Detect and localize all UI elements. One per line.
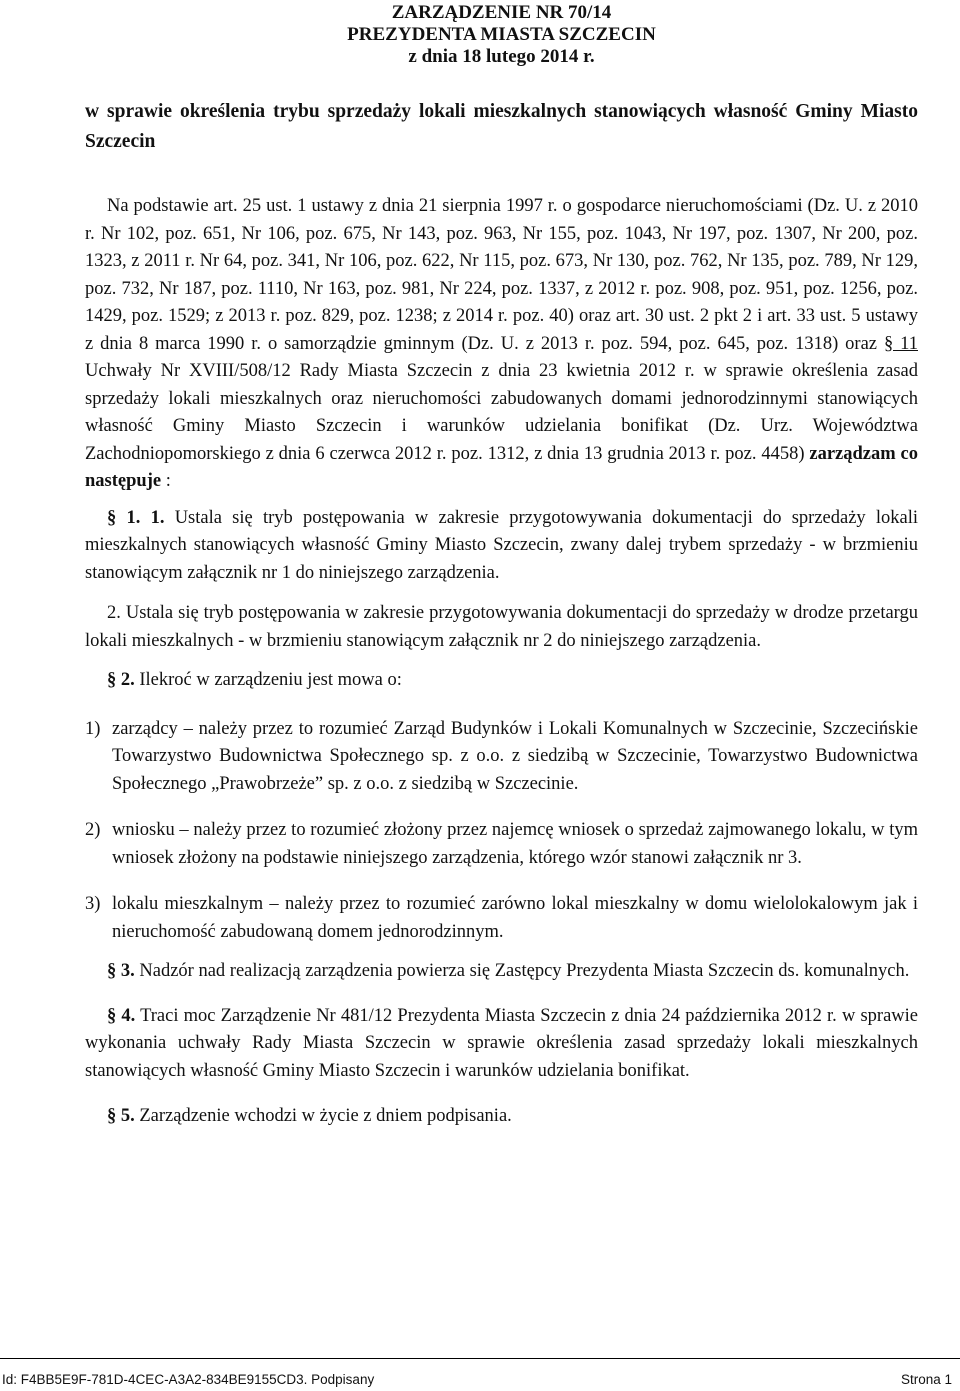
section-5-text: Zarządzenie wchodzi w życie z dniem podpisania. (134, 1106, 512, 1126)
section-4-text: Traci moc Zarządzenie Nr 481/12 Prezydenta Miasta Szczecin z dnia 24 października 2012 r. w sprawie wykonania uchwały Rady Miasta Szczecin w sprawie określenia zasad sprzedaży lokali mieszkalnych stanowiących własność Gminy Miasto Szczecin i warunków udzielania bonifikat. (85, 1005, 919, 1081)
section-1-paragraph-2: 2. Ustala się tryb postępowania w zakresie przygotowywania dokumentacji do sprzedaży w drodze przetargu lokali mieszkalnych - w brzmieniu stanowiącym załącznik nr 2 do niniejszego zarządzenia. (85, 603, 918, 651)
list-item (85, 891, 918, 946)
section-5-mark: § 5. (107, 1106, 135, 1126)
section-4 (85, 1003, 918, 1086)
section-1-paragraph-1 (85, 505, 918, 588)
section-2 (85, 667, 918, 695)
list-item-text: zarządcy – należy przez to rozumieć Zarząd Budynków i Lokali Komunalnych w Szczecinie, Szczecińskie Towarzystwo Budownictwa Społecznego sp. z o.o. z siedzibą w Szczecinie, Towarzystwo Budownictwa Społecznego „Prawobrzeże” sp. z o.o. z siedzibą w Szczecinie. (112, 718, 918, 794)
ordinance-subject: w sprawie określenia trybu sprzedaży lokali mieszkalnych stanowiących własność Gminy Miasto Szczecin (85, 101, 918, 152)
issuer: PREZYDENTA MIASTA SZCZECIN (347, 24, 656, 45)
section-2-mark: § 2. (107, 670, 135, 690)
list-item-number: 2) (85, 820, 101, 840)
list-item-number: 3) (85, 894, 101, 914)
section-3-text: Nadzór nad realizacją zarządzenia powierza się Zastępcy Prezydenta Miasta Szczecin ds. komunalnych. (134, 961, 910, 981)
section-2-text: Ilekroć w zarządzeniu jest mowa o: (134, 670, 402, 690)
list-item (85, 817, 918, 872)
section-3-mark: § 3. (107, 961, 135, 981)
list-item-number: 1) (85, 718, 101, 739)
list-item-text: wniosku – należy przez to rozumieć złożony przez najemcę wniosek o sprzedaż zajmowanego lokalu, w tym wniosek złożony na podstawie niniejszego zarządzenia, którego wzór stanowi załącznik nr 3. (112, 820, 918, 868)
legal-basis-text: Na podstawie art. 25 ust. 1 ustawy z dnia 21 sierpnia 1997 r. o gospodarce nieruchomościami (Dz. U. z 2010 r. Nr 102, poz. 651, Nr 106, poz. 675, Nr 143, poz. 963, Nr 155, poz. 1043, Nr 197, poz. 1307, Nr 200, poz. 1323, z 2011 r. Nr 64, poz. 341, Nr 106, poz. 622, Nr 115, poz. 673, Nr 130, poz. 762, Nr 135, poz. 789, Nr 129, poz. 732, Nr 187, poz. 1110, Nr 163, poz. 981, Nr 224, poz. 1337, z 2012 r. poz. 908, poz. 951, poz. 1256, poz. 1429, poz. 1529; z 2013 r. poz. 829, poz. 1238; z 2014 r. poz. 40) oraz art. 30 ust. 2 pkt 2 i art. 33 ust. 5 ustawy z dnia 8 marca 1990 r. o samorządzie gminnym (Dz. U. z 2013 r. poz. 594, poz. 645, poz. 1318) oraz (85, 196, 918, 354)
legal-basis (85, 193, 918, 496)
page-number: Strona 1 (900, 1372, 952, 1387)
document-id: Id: F4BB5E9F-781D-4CEC-A3A2-834BE9155CD3. Podpisany (2, 1372, 375, 1387)
list-item (85, 716, 918, 799)
ordinance-number: ZARZĄDZENIE NR 70/14 (391, 2, 612, 23)
enacting-colon: : (161, 471, 171, 491)
resolution-paragraph-ref: § 11 (883, 333, 918, 354)
section-1-mark: § 1. (107, 507, 141, 528)
section-1-p1-text: Ustala się tryb postępowania w zakresie przygotowywania dokumentacji do sprzedaży lokali mieszkalnych stanowiących własność Gminy Miasto Szczecin, zwany dalej trybem sprzedaży - w brzmieniu stanowiącym załącznik nr 1 do niniejszego zarządzenia. (85, 507, 919, 583)
document-header (85, 0, 918, 68)
list-item-text: lokalu mieszkalnym – należy przez to rozumieć zarówno lokal mieszkalny w domu wielolokalowym jak i nieruchomość zabudowaną domem jednorodzinnym. (112, 894, 918, 942)
legal-basis-text-2: Uchwały Nr XVIII/508/12 Rady Miasta Szczecin z dnia 23 kwietnia 2012 r. w sprawie określenia zasad sprzedaży lokali mieszkalnych oraz nieruchomości zabudowanych domami jednorodzinnymi stanowiących własność Gminy Miasto Szczecin i warunków udzielania bonifikat (Dz. Urz. Województwa Zachodniopomorskiego z dnia 6 czerwca 2012 r. poz. 1312, z dnia 13 grudnia 2013 r. poz. 4458) (85, 361, 918, 464)
section-5 (85, 1103, 918, 1131)
section-3 (85, 958, 918, 986)
page-footer (0, 1358, 960, 1387)
definitions-list (85, 716, 918, 947)
issue-date: z dnia 18 lutego 2014 r. (408, 46, 595, 67)
enacting-clause: zarządzam co następuje (85, 443, 918, 491)
section-1-p1-number: 1. (140, 507, 165, 528)
document-page (85, 0, 918, 1131)
section-4-mark: § 4. (107, 1005, 136, 1026)
